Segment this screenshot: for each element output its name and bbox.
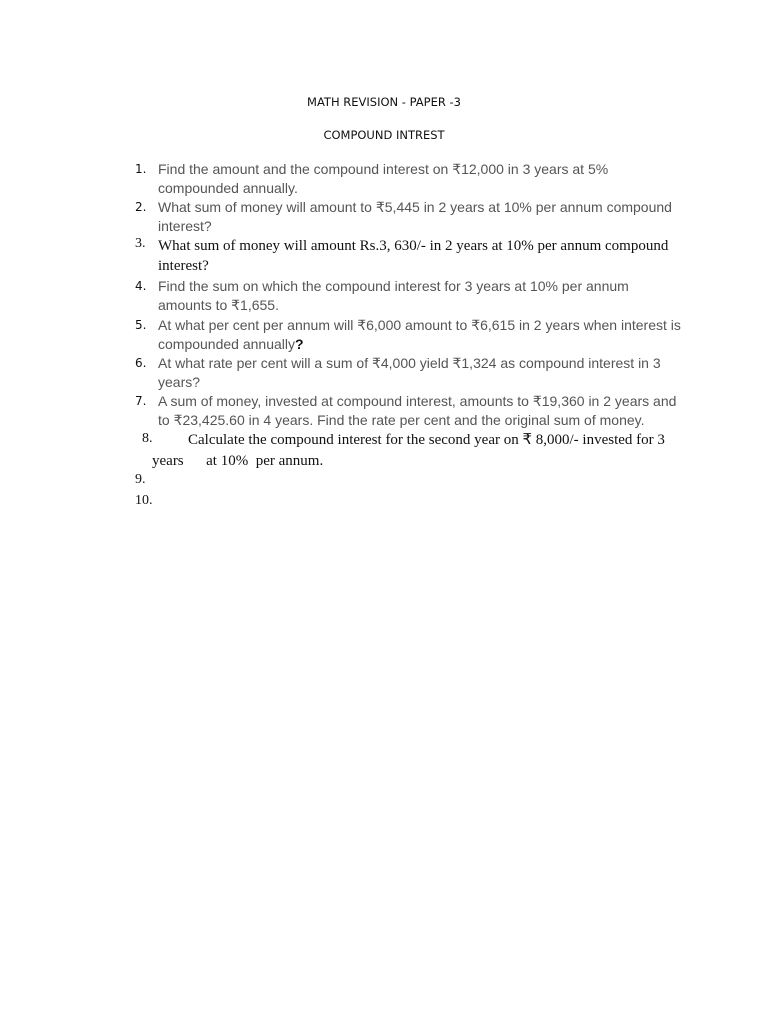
question-text: At what rate per cent will a sum of ₹4,000 yield ₹1,324 as compound interest in 3 years? (158, 355, 661, 390)
question-text: Calculate the compound interest for the second year on ₹ 8,000/- invested for 3 years at 10% per annum. (152, 432, 669, 469)
question-text: Find the amount and the compound interest on ₹12,000 in 3 years at 5% compounded annually. (158, 161, 609, 196)
question-text: What sum of money will amount Rs.3, 630/- in 2 years at 10% per annum compound interest? (158, 238, 669, 274)
question-number: 8. (142, 431, 153, 446)
question-text: Find the sum on which the compound interest for 3 years at 10% per annum amounts to ₹1,655. (158, 278, 629, 313)
question-number: 7. (135, 394, 147, 408)
question-number: 3. (135, 236, 146, 251)
question-text-body: At what per cent per annum will ₹6,000 amount to ₹6,615 in 2 years when interest is compounded annually (158, 317, 681, 352)
question-number: 1. (135, 162, 147, 176)
question-number: 4. (135, 279, 147, 293)
question-number: 10. (135, 493, 153, 508)
question-number: 9. (135, 472, 146, 487)
question-number: 6. (135, 356, 147, 370)
question-mark: ? (295, 336, 304, 352)
question-text: A sum of money, invested at compound interest, amounts to ₹19,360 in 2 years and to ₹23,425.60 in 4 years. Find the rate per cent and the original sum of money. (158, 393, 677, 428)
question-text (158, 316, 683, 354)
question-number: 5. (135, 318, 147, 332)
page-title: MATH REVISION - PAPER -3 (307, 95, 461, 109)
page-subtitle: COMPOUND INTREST (323, 128, 445, 142)
question-number: 2. (135, 200, 147, 214)
question-text: What sum of money will amount to ₹5,445 in 2 years at 10% per annum compound interest? (158, 199, 672, 234)
